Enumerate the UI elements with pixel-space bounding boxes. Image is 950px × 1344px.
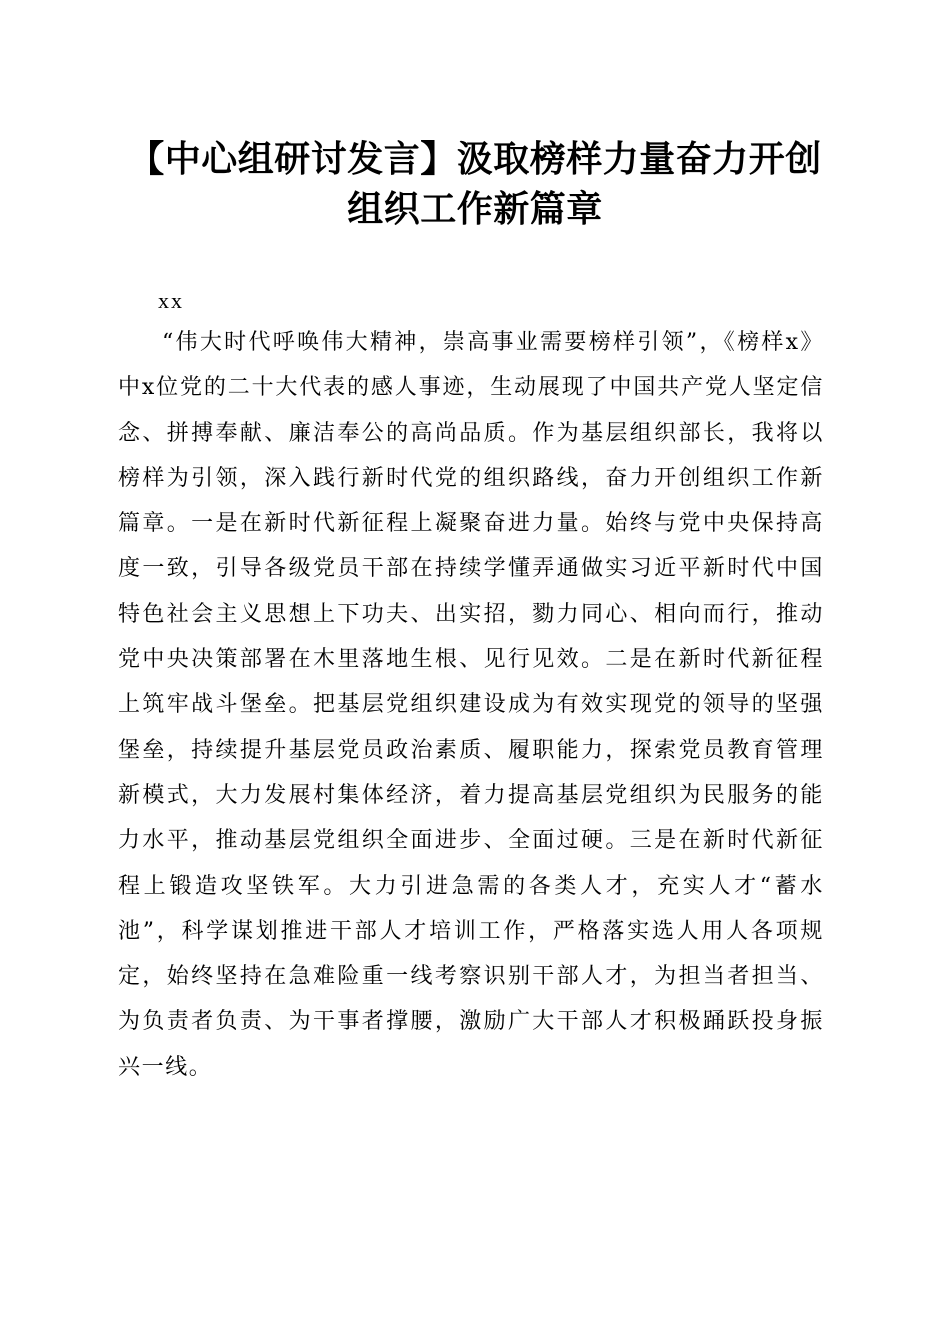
document-title: 【中心组研讨发言】汲取榜样力量奋力开创组织工作新篇章 (128, 138, 822, 230)
author-name: xx (158, 288, 184, 313)
body-paragraph: “伟大时代呼唤伟大精神，崇高事业需要榜样引领”，《榜样x》中x位党的二十大代表的感人事迹，生动展现了中国共产党人坚定信念、拼搏奉献、廉洁奉公的高尚品质。作为基层组织部长，我将以榜样为引领，深入践行新时代党的组织路线，奋力开创组织工作新篇章。一是在新时代新征程上凝聚奋进力量。始终与党中央保持高度一致，引导各级党员干部在持续学懂弄通做实习近平新时代中国特色社会主义思想上下功夫、出实招，勠力同心、相向而行，推动党中央决策部署在木里落地生根、见行见效。二是在新时代新征程上筑牢战斗堡垒。把基层党组织建设成为有效实现党的领导的坚强堡垒，持续提升基层党员政治素质、履职能力，探索党员教育管理新模式，大力发展村集体经济，着力提高基层党组织为民服务的能力水平，推动基层党组织全面进步、全面过硬。三是在新时代新征程上锻造攻坚铁军。大力引进急需的各类人才，充实人才“蓄水池”，科学谋划推进干部人才培训工作，严格落实选人用人各项规定，始终坚持在急难险重一线考察识别干部人才，为担当者担当、为负责者负责、为干事者撑腰，激励广大干部人才积极踊跃投身振兴一线。 (118, 330, 824, 1080)
